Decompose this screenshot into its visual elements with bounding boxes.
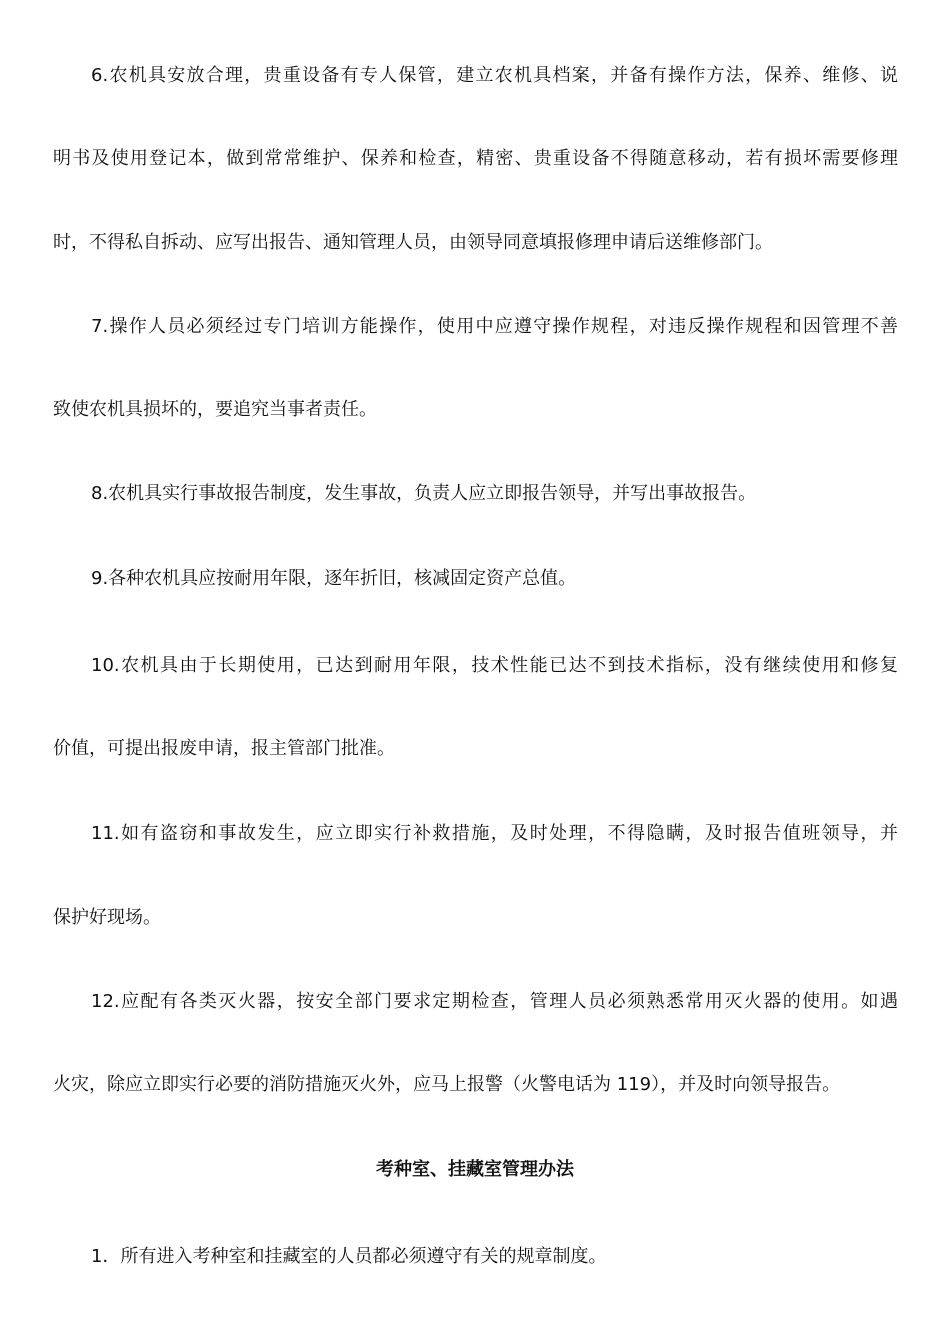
paragraph-8-line-1: 8.农机具实行事故报告制度，发生事故，负责人应立即报告领导，并写出事故报告。 [91,483,757,504]
paragraph-7-line-2: 致使农机具损坏的，要追究当事者责任。 [53,399,377,420]
paragraph-6-line-1: 6.农机具安放合理，贵重设备有专人保管，建立农机具档案，并备有操作方法，保养、维修、说 [91,65,898,86]
paragraph-7-line-1: 7.操作人员必须经过专门培训方能操作，使用中应遵守操作规程，对违反操作规程和因管理不善 [91,316,898,337]
paragraph-12-line-1: 12.应配有各类灭火器，按安全部门要求定期检查，管理人员必须熟悉常用灭火器的使用。如遇 [91,991,898,1012]
paragraph-6-line-3: 时，不得私自拆动、应写出报告、通知管理人员，由领导同意填报修理申请后送维修部门。 [53,232,773,253]
section-heading: 考种室、挂藏室管理办法 [376,1159,574,1180]
paragraph-9-line-1: 9.各种农机具应按耐用年限，逐年折旧，核减固定资产总值。 [91,568,577,589]
paragraph-11-line-1: 11.如有盗窃和事故发生，应立即实行补救措施，及时处理，不得隐瞒，及时报告值班领导，并 [91,823,898,844]
paragraph-10-line-1: 10.农机具由于长期使用，已达到耐用年限，技术性能已达不到技术指标，没有继续使用和修复 [91,655,898,676]
section-item-1: 1．所有进入考种室和挂藏室的人员都必须遵守有关的规章制度。 [91,1246,607,1267]
paragraph-11-line-2: 保护好现场。 [53,907,161,928]
paragraph-6-line-2: 明书及使用登记本，做到常常维护、保养和检查，精密、贵重设备不得随意移动，若有损坏需要修理 [53,148,898,169]
paragraph-10-line-2: 价值，可提出报废申请，报主管部门批准。 [53,738,395,759]
paragraph-12-line-2: 火灾，除应立即实行必要的消防措施灭火外，应马上报警（火警电话为 119），并及时向领导报告。 [53,1074,841,1095]
